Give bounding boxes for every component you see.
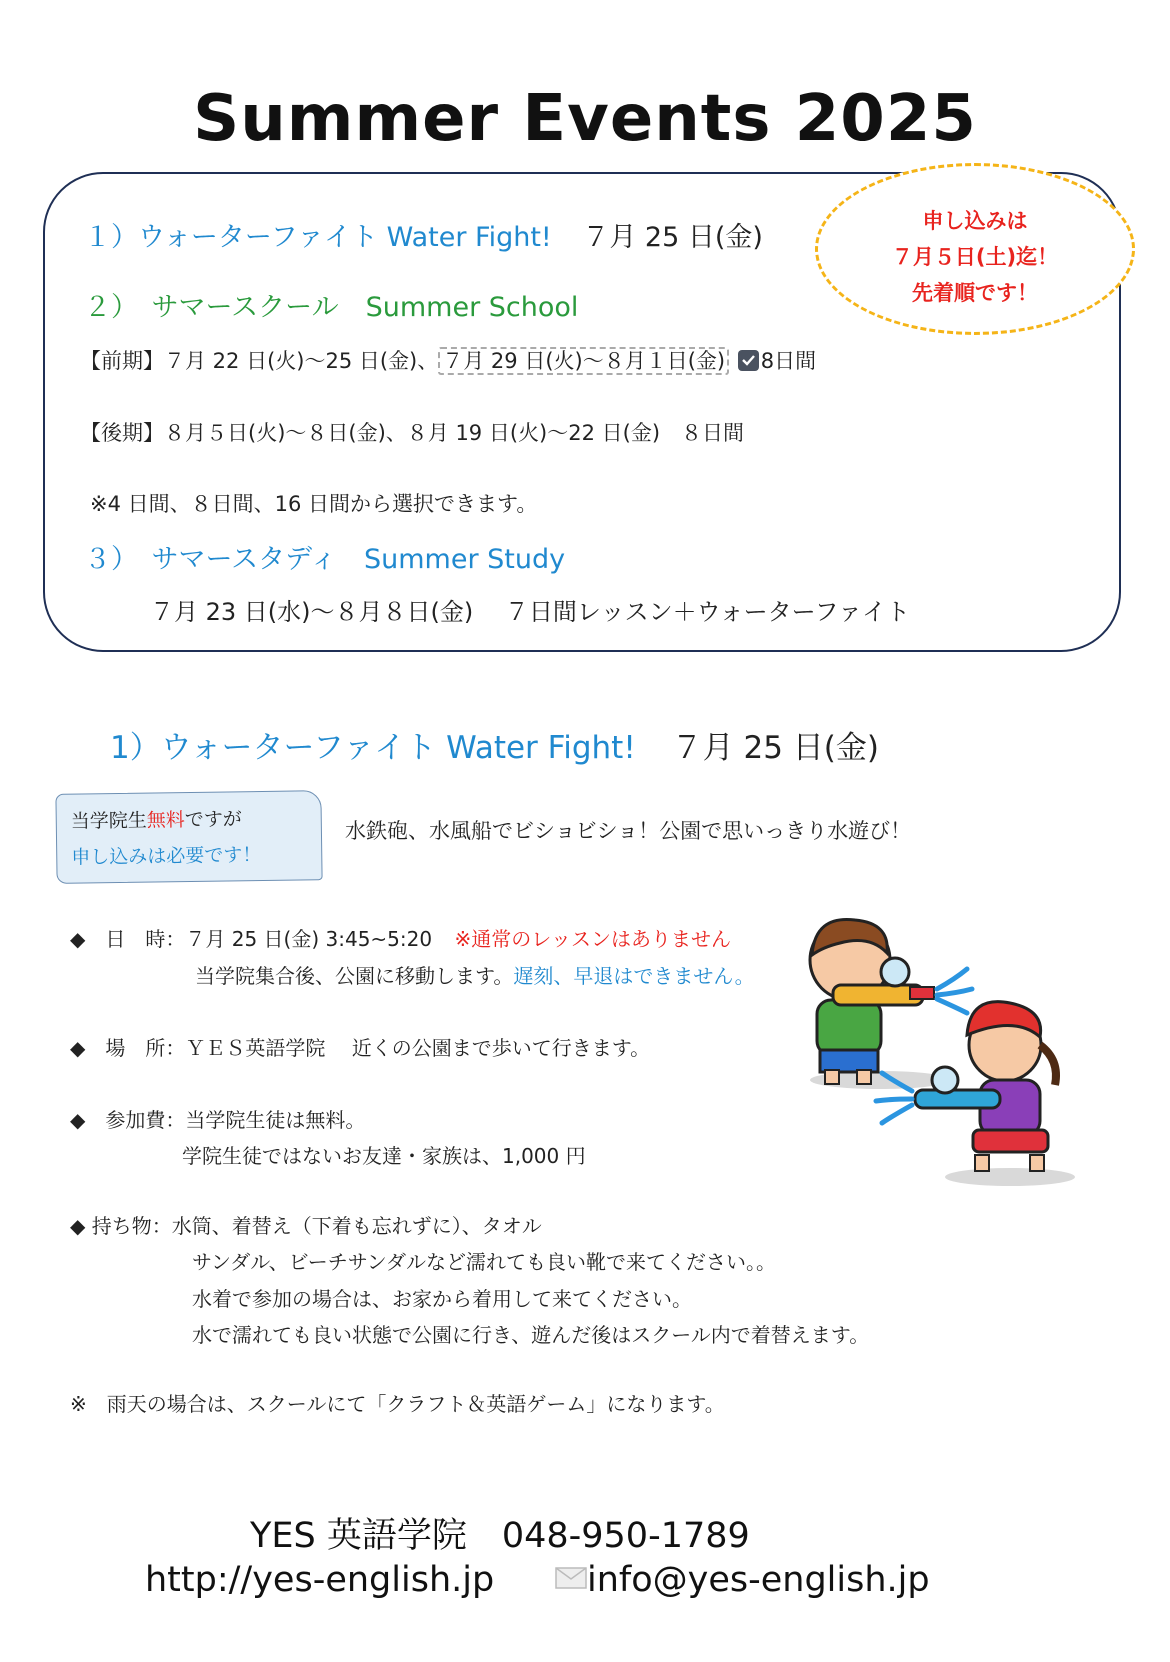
deadline-line2: ７月５日(土)迄！ [891, 245, 1059, 269]
rain-note: ※ 雨天の場合は、スクールにて「クラフト＆英語ゲーム」になります。 [70, 1392, 725, 1416]
footer-school-phone: YES 英語学院 048-950-1789 [250, 1516, 750, 1556]
footer-email[interactable]: info@yes-english.jp [587, 1560, 930, 1600]
items-row-3: 水着で参加の場合は、お家から着用して来てください。 [192, 1287, 692, 1311]
note-line2: 申し込みは必要です！ [71, 843, 262, 869]
note-free-highlight: 無料 [146, 809, 185, 832]
fee-row-2: 学院生徒ではないお友達・家族は、1,000 円 [182, 1144, 586, 1168]
datetime-no-late: 遅刻、早退はできません。 [513, 964, 755, 988]
datetime-row-2 [195, 960, 755, 989]
deadline-line3: 先着順です！ [912, 281, 1038, 305]
event-intro: 水鉄砲、水風船でビショビショ！公園で思いっきり水遊び！ [345, 819, 912, 843]
section-heading [110, 722, 879, 767]
datetime-row [70, 923, 731, 952]
items-row-2: サンダル、ビーチサンダルなど濡れても良い靴で来てください。。 [192, 1250, 776, 1274]
summer-study-detail: ７月 23 日(水)～８月８日(金) ７日間レッスン＋ウォーターファイト [150, 598, 910, 626]
early-term-selected-dates[interactable]: ７月 29 日(火)～８月１日(金) [438, 347, 729, 375]
summary-event1 [84, 215, 763, 254]
datetime-meeting: 当学院集合後、公園に移動します。 [195, 964, 514, 988]
event1-date: ７月 25 日(金) [582, 222, 763, 253]
summary-event2: ２） サマースクール Summer School [84, 292, 579, 323]
footer-email-row[interactable] [555, 1560, 930, 1600]
page-title: Summer Events 2025 [193, 82, 977, 156]
event1-label: １）ウォーターファイト Water Fight! [84, 222, 552, 253]
summer-school-early-term [80, 345, 816, 375]
early-term-prefix: 【前期】７月 22 日(火)～25 日(金)、 [80, 349, 439, 373]
checkbox-icon[interactable] [738, 350, 759, 371]
section-heading-date: ７月 25 日(金) [671, 730, 879, 766]
deadline-line1: 申し込みは [922, 209, 1028, 233]
summary-event3: ３） サマースタディ Summer Study [84, 544, 566, 575]
summer-school-note: ※4 日間、８日間、16 日間から選択できます。 [90, 492, 538, 516]
datetime-warning: ※通常のレッスンはありません [454, 927, 732, 951]
items-row: ◆ 持ち物：水筒、着替え（下着も忘れずに）、タオル [70, 1214, 542, 1238]
footer-url[interactable]: http://yes-english.jp [145, 1560, 495, 1600]
note-text-end: ですが [184, 808, 242, 832]
note-text: 当学院生 [70, 809, 147, 833]
free-admission-note [55, 790, 322, 884]
place-row: ◆ 場 所：ＹＥＳ英語学院 近くの公園まで歩いて行きます。 [70, 1036, 651, 1060]
kids-water-fight-illustration [795, 915, 1100, 1190]
envelope-icon [555, 1567, 587, 1589]
early-term-suffix: 8日間 [760, 349, 817, 373]
section-heading-label: 1）ウォーターファイト Water Fight! [110, 730, 636, 766]
deadline-text [815, 203, 1135, 311]
note-line1 [71, 804, 242, 833]
summer-school-late-term: 【後期】８月５日(火)～８日(金)、８月 19 日(火)～22 日(金) ８日間 [80, 421, 745, 445]
datetime-label: ◆ 日 時：７月 25 日(金) 3:45~5:20 [70, 927, 433, 951]
items-row-4: 水で濡れても良い状態で公園に行き、遊んだ後はスクール内で着替えます。 [192, 1323, 870, 1347]
fee-row: ◆ 参加費：当学院生徒は無料。 [70, 1108, 366, 1132]
